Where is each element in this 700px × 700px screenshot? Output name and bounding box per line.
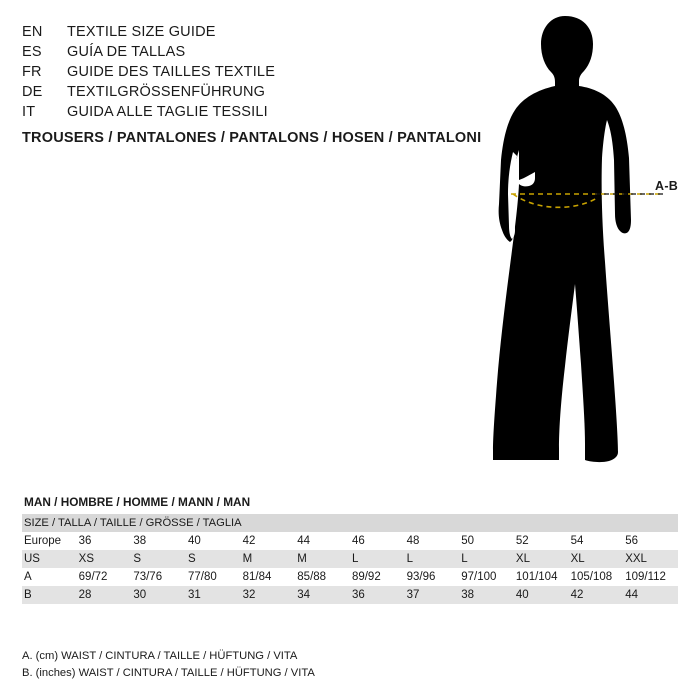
cell-europe-7: 48 (405, 532, 460, 550)
cell-a-7: 93/96 (405, 568, 460, 586)
language-text-it: GUIDA ALLE TAGLIE TESSILI (67, 104, 268, 120)
table-row (22, 550, 678, 568)
language-text-fr: GUIDE DES TAILLES TEXTILE (67, 64, 276, 80)
cell-a-10: 105/108 (569, 568, 624, 586)
cell-a-11: 109/112 (623, 568, 678, 586)
cell-europe-2: 38 (131, 532, 186, 550)
language-header-block (22, 22, 462, 122)
cell-b-6: 36 (350, 586, 405, 604)
cell-b-7: 37 (405, 586, 460, 604)
cell-a-4: 81/84 (241, 568, 296, 586)
table-subtitle: SIZE / TALLA / TAILLE / GRÖSSE / TAGLIA (22, 514, 678, 532)
cell-us-7: L (405, 550, 460, 568)
cell-b-3: 31 (186, 586, 241, 604)
cell-us-5: M (295, 550, 350, 568)
table-subtitle-row (22, 514, 678, 532)
cell-us-10: XL (569, 550, 624, 568)
cell-a-3: 77/80 (186, 568, 241, 586)
table-title-row (22, 492, 678, 514)
row-label-a: A (22, 568, 77, 586)
body-shape (493, 16, 631, 462)
cell-us-3: S (186, 550, 241, 568)
cell-europe-11: 56 (623, 532, 678, 550)
cell-b-10: 42 (569, 586, 624, 604)
language-code-en: EN (22, 24, 43, 40)
cell-europe-4: 42 (241, 532, 296, 550)
cell-b-9: 40 (514, 586, 569, 604)
cell-a-1: 69/72 (77, 568, 132, 586)
table-row (22, 532, 678, 550)
cell-us-1: XS (77, 550, 132, 568)
cell-a-9: 101/104 (514, 568, 569, 586)
table-row (22, 586, 678, 604)
cell-a-8: 97/100 (459, 568, 514, 586)
cell-europe-9: 52 (514, 532, 569, 550)
cell-a-5: 85/88 (295, 568, 350, 586)
cell-us-2: S (131, 550, 186, 568)
cell-us-9: XL (514, 550, 569, 568)
cell-b-2: 30 (131, 586, 186, 604)
cell-b-8: 38 (459, 586, 514, 604)
cell-b-5: 34 (295, 586, 350, 604)
language-text-de: TEXTILGRÖSSENFÜHRUNG (67, 84, 266, 100)
cell-us-4: M (241, 550, 296, 568)
row-label-b: B (22, 586, 77, 604)
cell-europe-8: 50 (459, 532, 514, 550)
language-code-de: DE (22, 84, 43, 100)
cell-europe-6: 46 (350, 532, 405, 550)
cell-europe-3: 40 (186, 532, 241, 550)
cell-us-8: L (459, 550, 514, 568)
table-title: MAN / HOMBRE / HOMME / MANN / MAN (22, 492, 678, 514)
table-row (22, 568, 678, 586)
language-row-fr (22, 62, 462, 82)
language-code-it: IT (22, 104, 36, 120)
language-code-fr: FR (22, 64, 42, 80)
footnote-a: A. (cm) WAIST / CINTURA / TAILLE / HÜFTUNG / VITA (22, 650, 298, 662)
language-row-it (22, 102, 462, 122)
language-code-es: ES (22, 44, 42, 60)
cell-europe-5: 44 (295, 532, 350, 550)
measurement-label-ab: A-B (655, 179, 679, 193)
male-silhouette-figure (455, 8, 685, 478)
language-text-en: TEXTILE SIZE GUIDE (67, 24, 216, 40)
cell-europe-10: 54 (569, 532, 624, 550)
language-text-es: GUÍA DE TALLAS (67, 44, 186, 60)
language-row-de (22, 82, 462, 102)
cell-a-2: 73/76 (131, 568, 186, 586)
cell-b-1: 28 (77, 586, 132, 604)
row-label-us: US (22, 550, 77, 568)
cell-a-6: 89/92 (350, 568, 405, 586)
cell-europe-1: 36 (77, 532, 132, 550)
language-row-es (22, 42, 462, 62)
size-table (22, 492, 678, 604)
cell-us-11: XXL (623, 550, 678, 568)
footnote-b: B. (inches) WAIST / CINTURA / TAILLE / HÜFTUNG / VITA (22, 667, 315, 679)
row-label-europe: Europe (22, 532, 77, 550)
cell-b-11: 44 (623, 586, 678, 604)
garment-category-label: TROUSERS / PANTALONES / PANTALONS / HOSEN / PANTALONI (22, 130, 482, 146)
silhouette-svg (455, 8, 685, 478)
cell-us-6: L (350, 550, 405, 568)
footnotes-block (22, 648, 622, 682)
language-row-en (22, 22, 462, 42)
size-table-area (22, 492, 678, 604)
cell-b-4: 32 (241, 586, 296, 604)
